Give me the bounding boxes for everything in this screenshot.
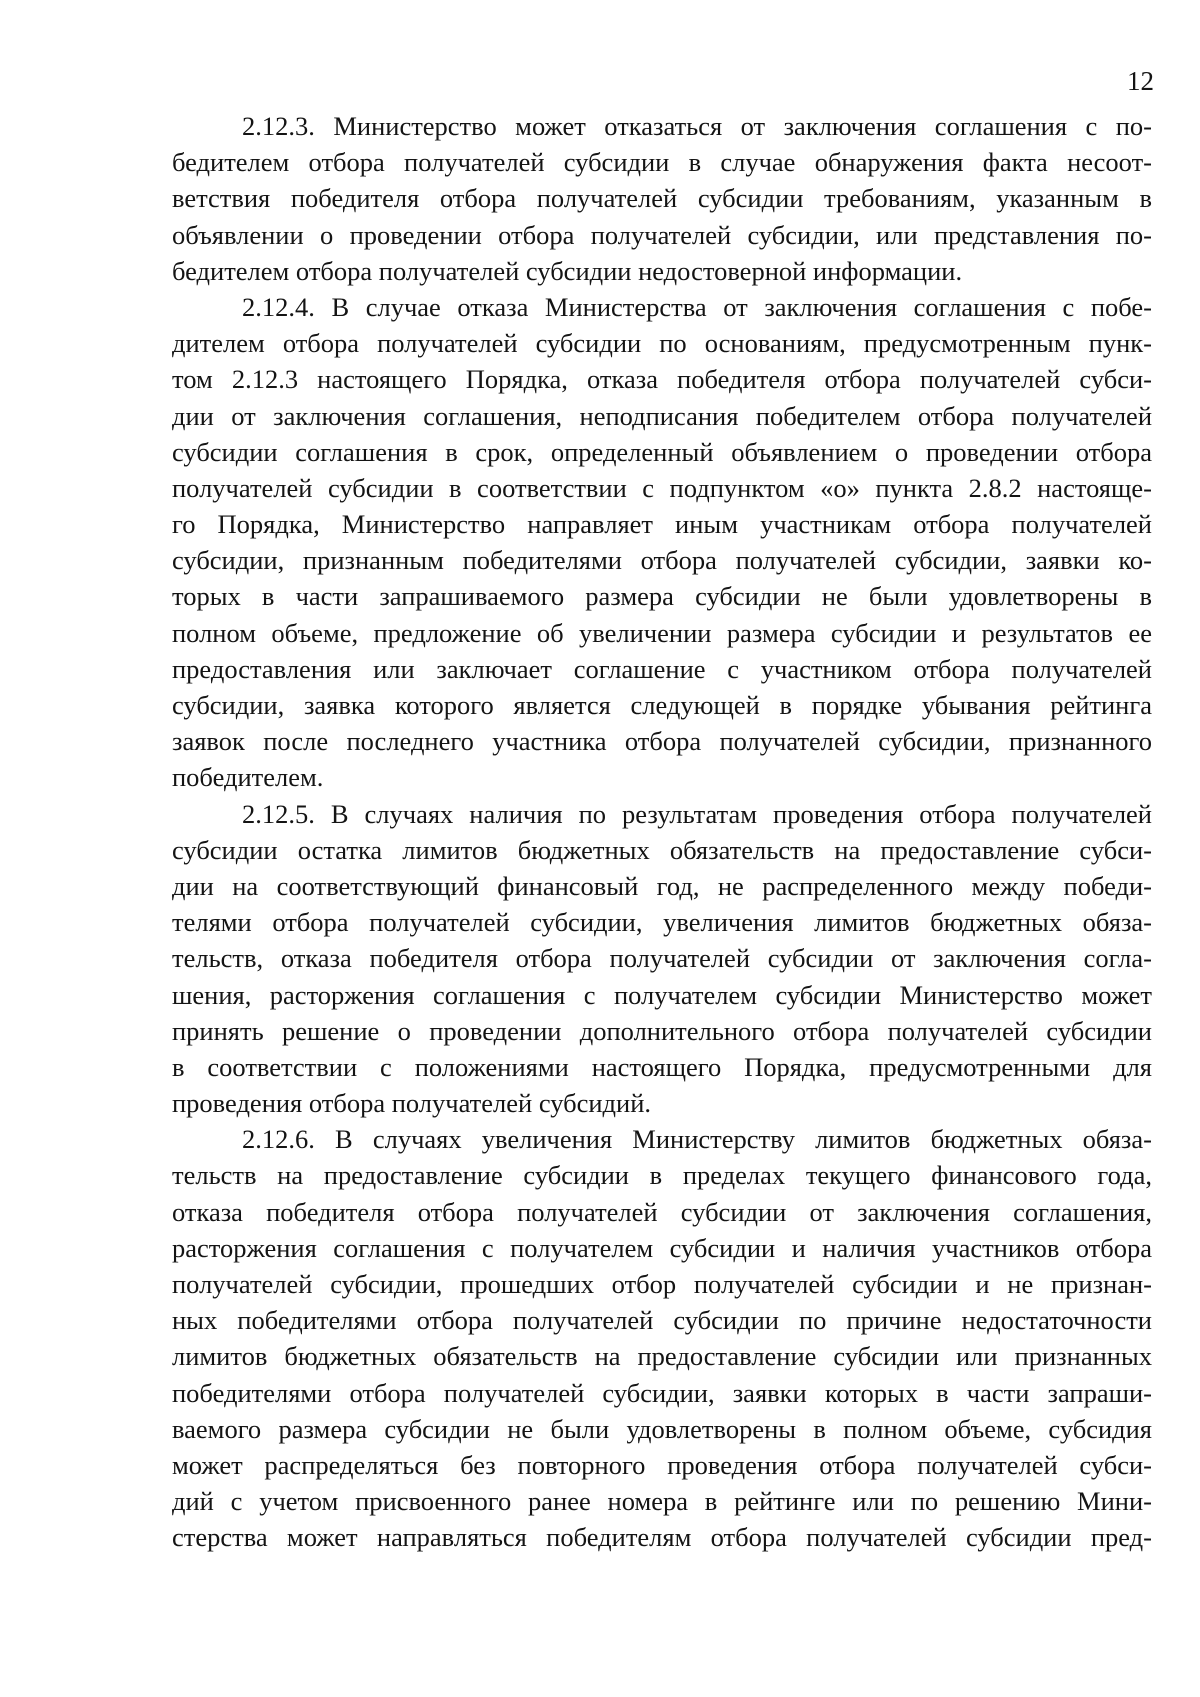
text-line: 2.12.3. Министерство может отказаться от заключения соглашения с по-	[242, 111, 1152, 141]
paragraph-2-12-5	[172, 796, 1152, 1122]
paragraph-2-12-3	[172, 108, 1152, 289]
text-line: отказа победителя отбора получателей субсидии от заключения соглашения,	[172, 1196, 1152, 1227]
text-line: в соответствии с положениями настоящего Порядка, предусмотренными для	[172, 1051, 1152, 1082]
text-line: заявок после последнего участника отбора получателей субсидии, признанного	[172, 726, 1152, 757]
text-line: получателей субсидии в соответствии с подпунктом «о» пункта 2.8.2 настояще-	[172, 472, 1152, 503]
text-line: предоставления или заключает соглашение с участником отбора получателей	[172, 653, 1152, 684]
text-line: торых в части запрашиваемого размера субсидии не были удовлетворены в	[172, 581, 1152, 612]
text-line: стерства может направляться победителям отбора получателей субсидии пред-	[172, 1522, 1152, 1553]
text-line: субсидии остатка лимитов бюджетных обязательств на предоставление субси-	[172, 834, 1152, 865]
text-line: субсидии соглашения в срок, определенный объявлением о проведении отбора	[172, 436, 1152, 467]
text-line: расторжения соглашения с получателем субсидии и наличия участников отбора	[172, 1232, 1152, 1263]
text-line: 2.12.6. В случаях увеличения Министерству лимитов бюджетных обяза-	[242, 1124, 1152, 1155]
text-line: субсидии, заявка которого является следующей в порядке убывания рейтинга	[172, 690, 1152, 720]
text-line: лимитов бюджетных обязательств на предоставление субсидии или признанных	[172, 1341, 1152, 1372]
text-line: тельств на предоставление субсидии в пределах текущего финансового года,	[172, 1160, 1152, 1191]
text-line: принять решение о проведении дополнительного отбора получателей субсидии	[172, 1015, 1152, 1046]
text-line: дий с учетом присвоенного ранее номера в рейтинге или по решению Мини-	[172, 1486, 1152, 1517]
text-line: победителями отбора получателей субсидии, заявки которых в части запраши-	[172, 1377, 1152, 1408]
text-line: полном объеме, предложение об увеличении размера субсидии и результатов ее	[172, 617, 1152, 648]
paragraph-2-12-6	[172, 1121, 1152, 1555]
text-line: том 2.12.3 настоящего Порядка, отказа победителя отбора получателей субси-	[172, 364, 1152, 395]
page-number: 12	[1127, 66, 1154, 96]
text-line: дии на соответствующий финансовый год, не распределенного между победи-	[172, 870, 1152, 901]
text-line: дителем отбора получателей субсидии по основаниям, предусмотренным пунк-	[172, 328, 1152, 359]
text-line: тельств, отказа победителя отбора получателей субсидии от заключения согла-	[172, 943, 1152, 974]
text-line: объявлении о проведении отбора получателей субсидии, или представления по-	[172, 219, 1152, 250]
text-line: дии от заключения соглашения, неподписания победителем отбора получателей	[172, 400, 1152, 431]
text-line: проведения отбора получателей субсидий.	[172, 1088, 652, 1119]
text-line: ваемого размера субсидии не были удовлетворены в полном объеме, субсидия	[172, 1413, 1152, 1444]
text-line: телями отбора получателей субсидии, увеличения лимитов бюджетных обяза-	[172, 907, 1152, 938]
text-line: шения, расторжения соглашения с получателем субсидии Министерство может	[172, 979, 1152, 1010]
text-line: ных победителями отбора получателей субсидии по причине недостаточности	[172, 1305, 1152, 1336]
text-line: получателей субсидии, прошедших отбор получателей субсидии и не признан-	[172, 1269, 1152, 1299]
document-body	[172, 108, 1152, 1556]
text-line: субсидии, признанным победителями отбора получателей субсидии, заявки ко-	[172, 545, 1152, 576]
text-line: го Порядка, Министерство направляет иным участникам отбора получателей	[172, 509, 1152, 540]
text-line: 2.12.4. В случае отказа Министерства от заключения соглашения с побе-	[242, 291, 1152, 322]
text-line: ветствия победителя отбора получателей субсидии требованиям, указанным в	[172, 183, 1152, 214]
text-line: 2.12.5. В случаях наличия по результатам проведения отбора получателей	[242, 798, 1152, 829]
text-line: может распределяться без повторного проведения отбора получателей субси-	[172, 1449, 1152, 1480]
paragraph-2-12-4	[172, 289, 1152, 796]
text-line: бедителем отбора получателей субсидии недостоверной информации.	[172, 255, 963, 286]
text-line: победителем.	[172, 762, 324, 793]
text-line: бедителем отбора получателей субсидии в случае обнаружения факта несоот-	[172, 147, 1152, 178]
